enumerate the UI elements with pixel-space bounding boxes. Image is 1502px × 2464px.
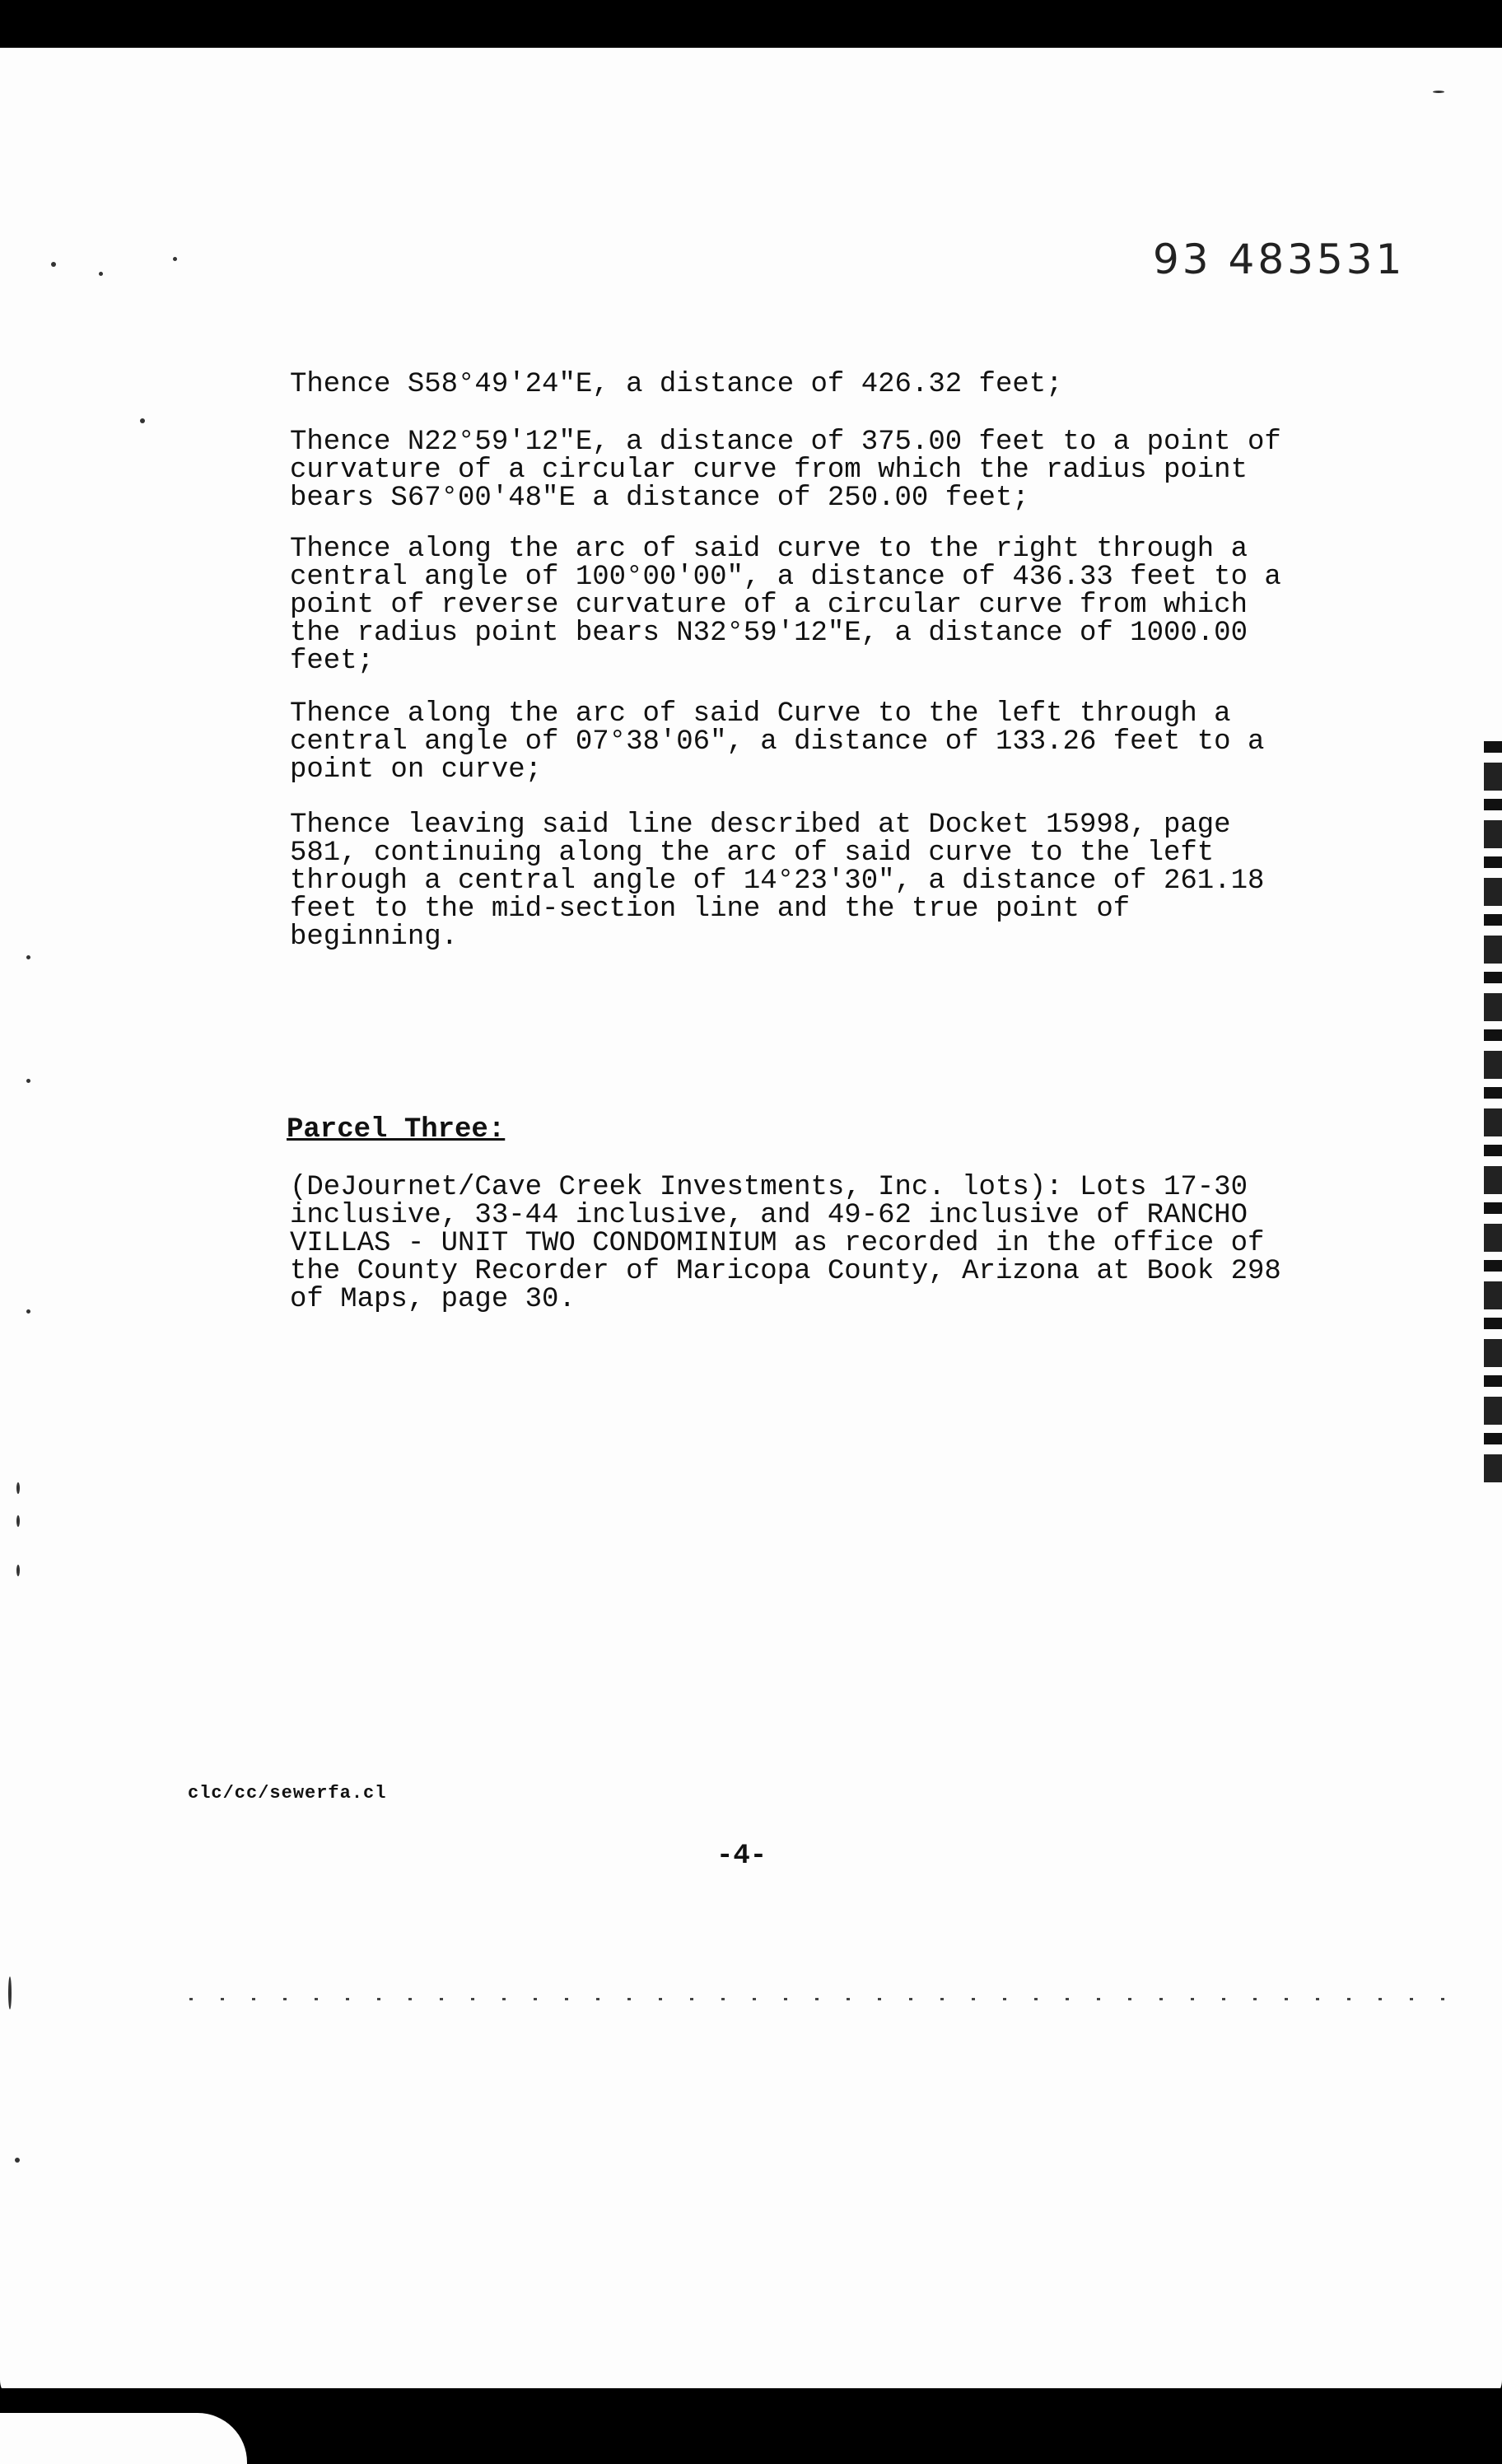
scan-speck [173, 257, 177, 261]
paragraph-course-1: Thence S58°49'24"E, a distance of 426.32 feet; [290, 369, 1063, 400]
scan-speck [16, 1565, 20, 1576]
scan-speck [140, 418, 145, 423]
scan-dotted-artifact [189, 1998, 1466, 2000]
scan-speck [16, 1482, 20, 1494]
page-number: -4- [716, 1841, 767, 1872]
scan-speck [15, 2158, 20, 2163]
scan-speck [8, 1976, 12, 2009]
document-number: 93 483531 [1153, 236, 1406, 283]
scan-right-edge [1484, 741, 1502, 1482]
scan-speck [26, 1309, 30, 1314]
paragraph-course-5: Thence leaving said line described at Docket 15998, page 581, continuing along the arc of said curve to the left through a central angle of 14°23'30", a distance of 261.18 feet to the mid-section line and the true point of beginning. [290, 810, 1265, 953]
scan-speck [26, 1079, 30, 1083]
section-heading-parcel-three: Parcel Three: [287, 1114, 506, 1146]
paragraph-course-3: Thence along the arc of said curve to the right through a central angle of 100°00'00", a distance of 436.33 feet to a point of reverse curvature of a circular curve from which the radius point bears N32°59'12"E, a distance of 1000.00 feet; [290, 534, 1281, 677]
scan-top-border [0, 0, 1502, 48]
scan-speck [99, 272, 103, 276]
scan-speck [51, 262, 56, 267]
file-code: clc/cc/sewerfa.cl [188, 1783, 387, 1804]
scan-speck [16, 1515, 20, 1527]
scan-speck [26, 955, 30, 959]
scan-speck [1433, 91, 1444, 93]
paragraph-course-4: Thence along the arc of said Curve to the left through a central angle of 07°38'06", a distance of 133.26 feet to a point on curve; [290, 698, 1265, 786]
paragraph-parcel-three: (DeJournet/Cave Creek Investments, Inc. lots): Lots 17-30 inclusive, 33-44 inclusive, and 49-62 inclusive of RANCHO VILLAS - UNIT TWO CONDOMINIUM as recorded in the office of the County Recorder of Maricopa County, Arizona at Book 298 of Maps, page 30. [290, 1172, 1281, 1315]
scan-bottom-tab [0, 2413, 247, 2464]
paragraph-course-2: Thence N22°59'12"E, a distance of 375.00 feet to a point of curvature of a circular curve from which the radius point bears S67°00'48"E a distance of 250.00 feet; [290, 427, 1281, 514]
